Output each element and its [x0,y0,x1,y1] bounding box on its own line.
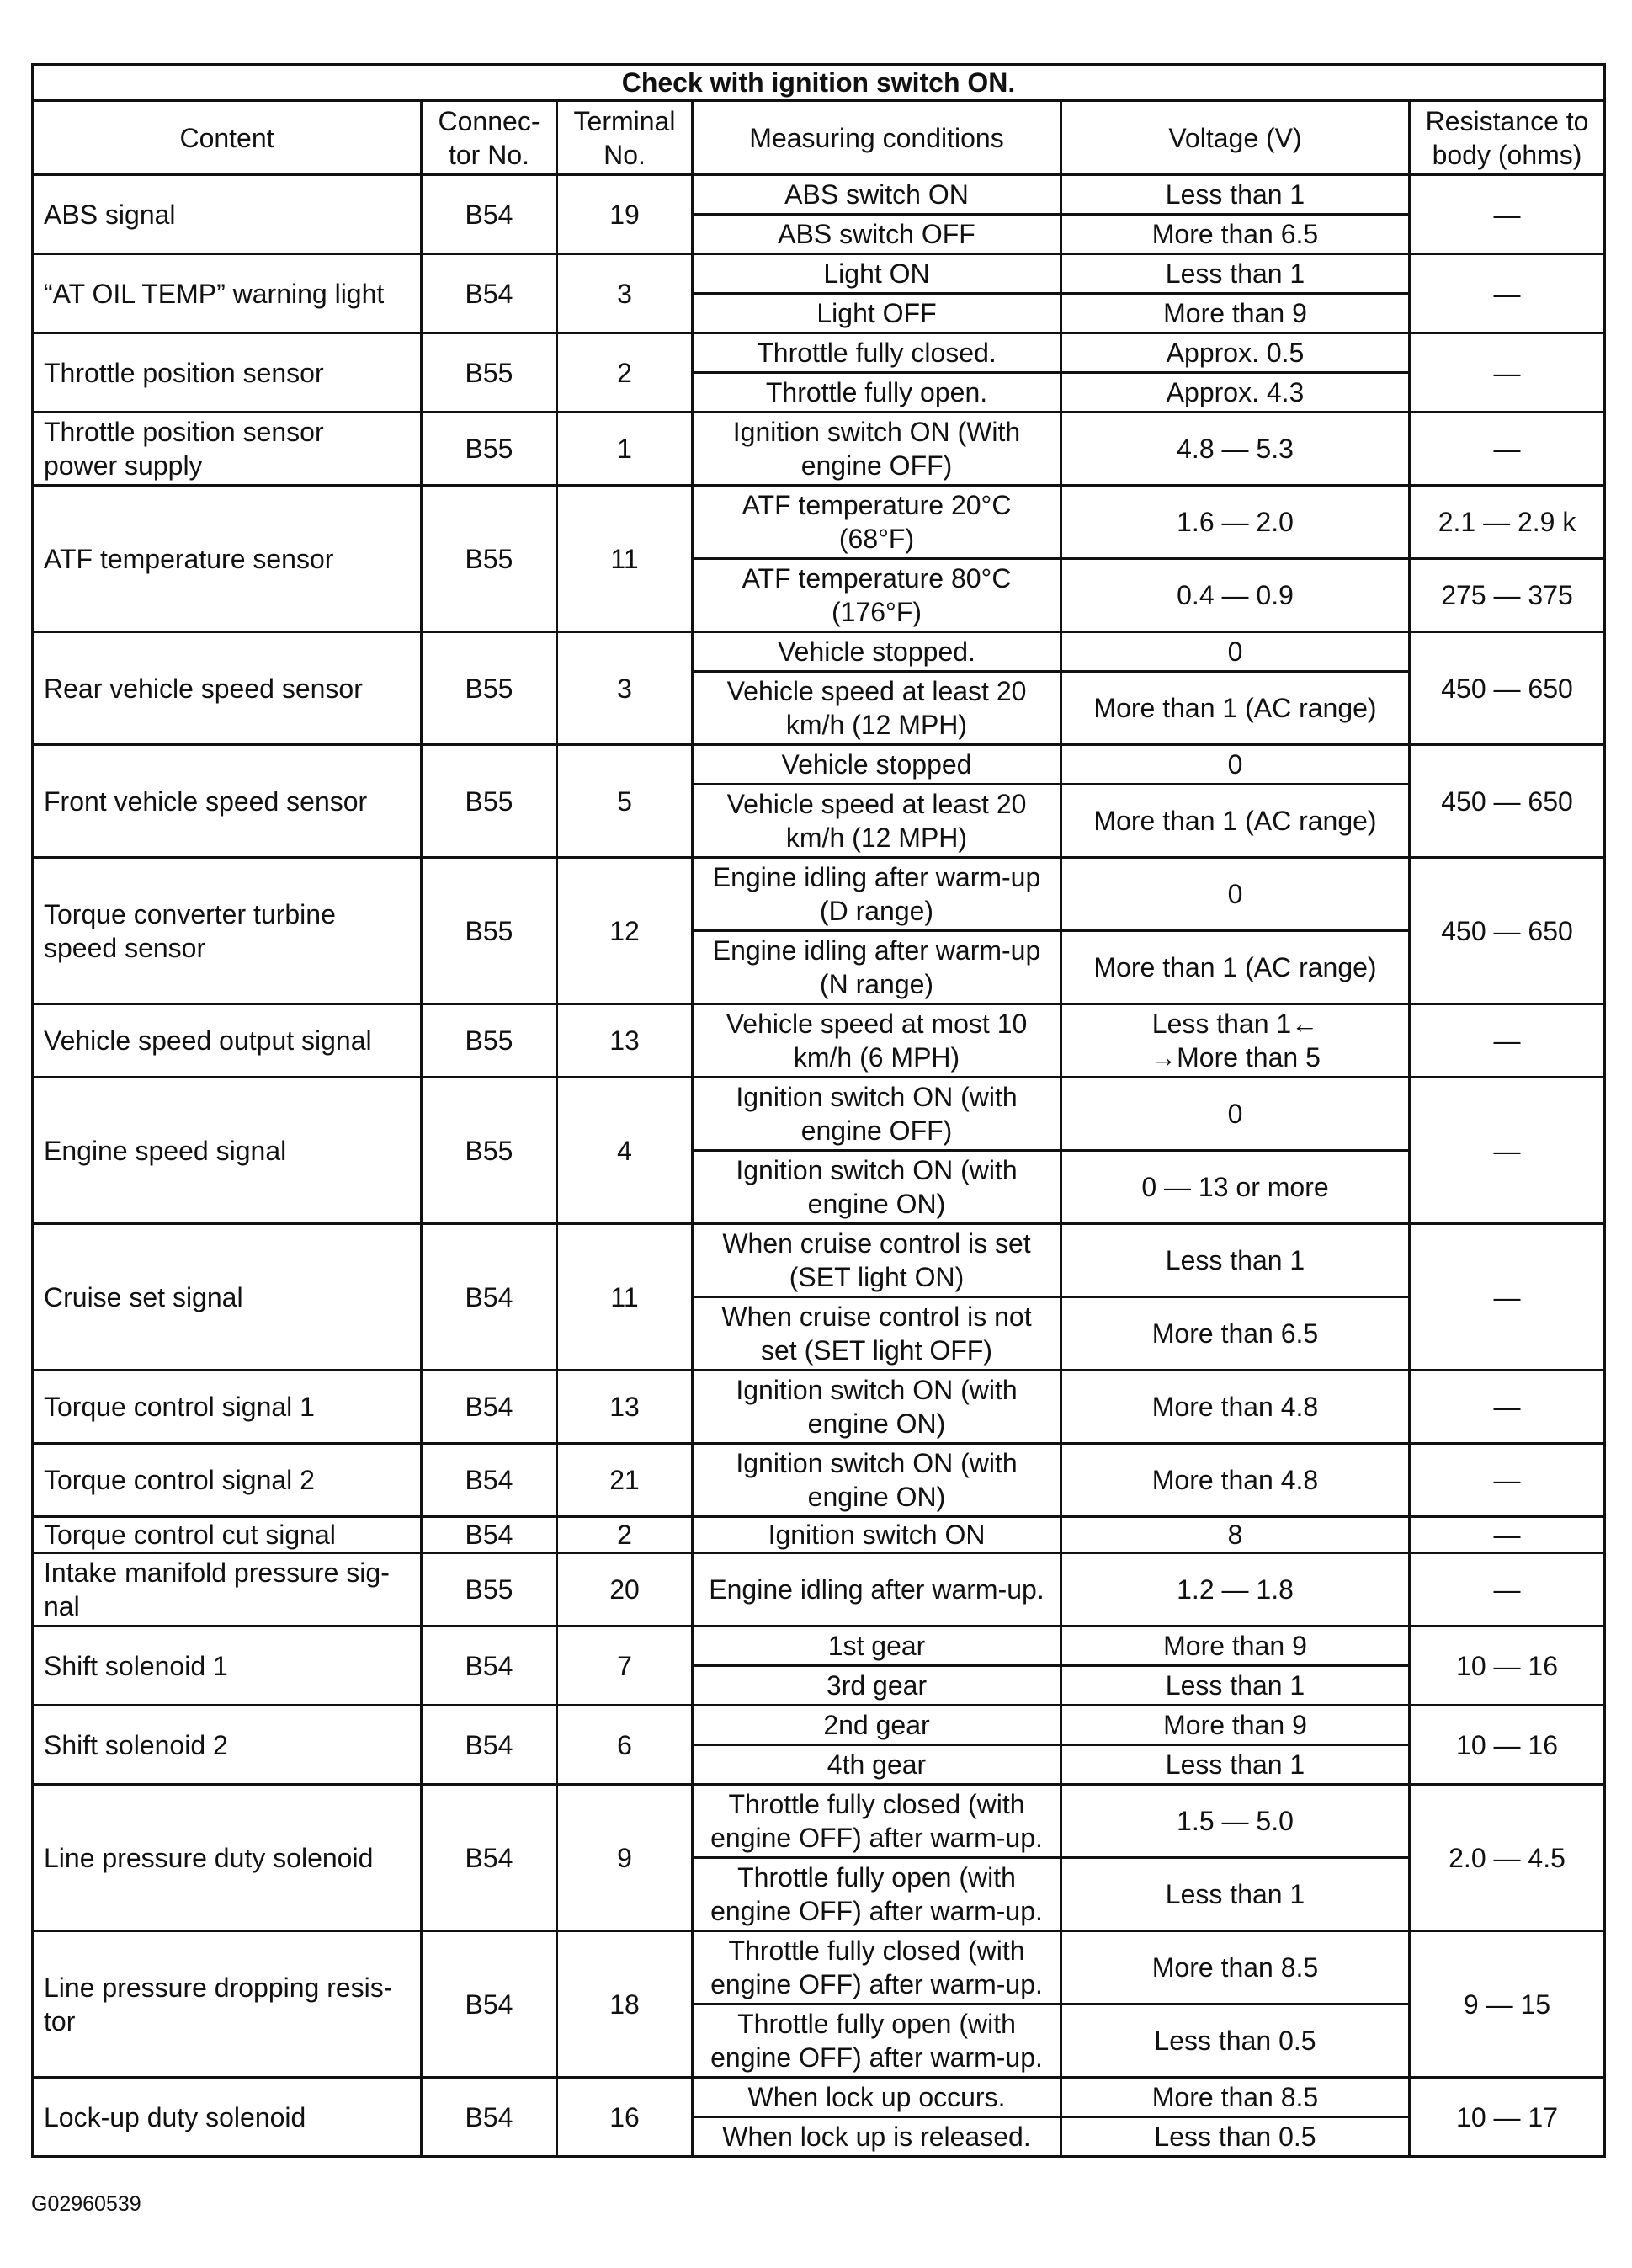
header-resistance: Resistance to body (ohms) [1410,101,1605,175]
check-table-container [31,63,1603,2158]
table-row [33,632,1605,672]
condition-cell: Engine idling after warm-up. [693,1553,1061,1626]
content-cell: Cruise set signal [33,1224,422,1371]
resistance-cell: 450 — 650 [1410,632,1605,745]
voltage-cell: 1.2 — 1.8 [1061,1553,1410,1626]
condition-cell: Ignition switch ON (with engine OFF) [693,1078,1061,1151]
table-row [33,175,1605,215]
condition-cell: Ignition switch ON (With engine OFF) [693,413,1061,486]
content-cell: Shift solenoid 1 [33,1626,422,1706]
table-row [33,1004,1605,1078]
condition-cell: Throttle fully open (with engine OFF) after warm-up. [693,2004,1061,2078]
table-row [33,1371,1605,1444]
condition-cell: Light OFF [693,294,1061,333]
voltage-cell: Less than 1 [1061,254,1410,294]
connector-cell: B54 [422,1517,557,1553]
content-cell: ABS signal [33,175,422,254]
condition-cell: Vehicle speed at least 20 km/h (12 MPH) [693,785,1061,858]
condition-cell: Throttle fully closed (with engine OFF) after warm-up. [693,1931,1061,2004]
content-cell: “AT OIL TEMP” warning light [33,254,422,333]
content-cell: Torque control signal 1 [33,1371,422,1444]
condition-cell: Ignition switch ON [693,1517,1061,1553]
terminal-cell: 13 [557,1004,693,1078]
connector-cell: B54 [422,1626,557,1706]
terminal-cell: 9 [557,1785,693,1931]
condition-cell: Throttle fully open (with engine OFF) after warm-up. [693,1858,1061,1931]
table-row [33,1553,1605,1626]
connector-cell: B54 [422,2078,557,2157]
terminal-cell: 21 [557,1444,693,1517]
resistance-cell: — [1410,254,1605,333]
voltage-cell: More than 8.5 [1061,1931,1410,2004]
check-table [31,63,1606,2158]
resistance-cell: — [1410,1078,1605,1224]
voltage-cell: More than 6.5 [1061,1297,1410,1371]
terminal-cell: 5 [557,745,693,858]
connector-cell: B54 [422,175,557,254]
voltage-cell: Less than 1 [1061,1858,1410,1931]
content-cell: Shift solenoid 2 [33,1706,422,1785]
content-cell: Engine speed signal [33,1078,422,1224]
voltage-cell: More than 9 [1061,1626,1410,1666]
resistance-cell: 2.1 — 2.9 k [1410,486,1605,559]
voltage-cell: Approx. 4.3 [1061,373,1410,413]
content-cell: Line pressure duty solenoid [33,1785,422,1931]
voltage-cell: More than 8.5 [1061,2078,1410,2117]
table-row [33,1078,1605,1151]
terminal-cell: 12 [557,858,693,1004]
voltage-cell: More than 9 [1061,1706,1410,1745]
header-voltage: Voltage (V) [1061,101,1410,175]
content-cell: Intake manifold pressure sig- nal [33,1553,422,1626]
content-cell: Torque converter turbine speed sensor [33,858,422,1004]
content-cell: Torque control signal 2 [33,1444,422,1517]
voltage-cell: 0 [1061,1078,1410,1151]
content-cell: Lock-up duty solenoid [33,2078,422,2157]
table-row [33,2078,1605,2117]
connector-cell: B54 [422,254,557,333]
connector-cell: B55 [422,333,557,413]
voltage-cell: More than 1 (AC range) [1061,672,1410,745]
voltage-cell: Less than 1← →More than 5 [1061,1004,1410,1078]
terminal-cell: 3 [557,254,693,333]
terminal-cell: 7 [557,1626,693,1706]
condition-cell: ABS switch ON [693,175,1061,215]
connector-cell: B55 [422,745,557,858]
connector-cell: B54 [422,1444,557,1517]
resistance-cell: 2.0 — 4.5 [1410,1785,1605,1931]
table-row [33,1706,1605,1745]
content-cell: ATF temperature sensor [33,486,422,632]
condition-cell: Vehicle speed at least 20 km/h (12 MPH) [693,672,1061,745]
connector-cell: B54 [422,1785,557,1931]
table-row [33,745,1605,785]
voltage-cell: 1.5 — 5.0 [1061,1785,1410,1858]
condition-cell: 3rd gear [693,1666,1061,1706]
resistance-cell: — [1410,1004,1605,1078]
condition-cell: When cruise control is set (SET light ON) [693,1224,1061,1297]
condition-cell: Engine idling after warm-up (N range) [693,931,1061,1004]
condition-cell: 2nd gear [693,1706,1061,1745]
condition-cell: Ignition switch ON (with engine ON) [693,1444,1061,1517]
condition-cell: Vehicle stopped. [693,632,1061,672]
condition-cell: Vehicle speed at most 10 km/h (6 MPH) [693,1004,1061,1078]
resistance-cell: 450 — 650 [1410,745,1605,858]
voltage-cell: More than 6.5 [1061,215,1410,254]
voltage-cell: Less than 0.5 [1061,2004,1410,2078]
terminal-cell: 13 [557,1371,693,1444]
content-cell: Front vehicle speed sensor [33,745,422,858]
resistance-cell: 10 — 16 [1410,1706,1605,1785]
resistance-cell: — [1410,333,1605,413]
table-row [33,333,1605,373]
table-row [33,486,1605,559]
content-cell: Throttle position sensor [33,333,422,413]
voltage-cell: 0 [1061,858,1410,931]
connector-cell: B55 [422,858,557,1004]
voltage-cell: 0 [1061,745,1410,785]
condition-cell: ABS switch OFF [693,215,1061,254]
figure-code: G02960539 [31,2192,141,2216]
terminal-cell: 6 [557,1706,693,1785]
condition-cell: Light ON [693,254,1061,294]
terminal-cell: 2 [557,1517,693,1553]
voltage-cell: Less than 1 [1061,1745,1410,1785]
resistance-cell: — [1410,413,1605,486]
table-row [33,1626,1605,1666]
voltage-cell: 0 — 13 or more [1061,1151,1410,1224]
terminal-cell: 1 [557,413,693,486]
terminal-cell: 19 [557,175,693,254]
connector-cell: B55 [422,486,557,632]
table-row [33,413,1605,486]
condition-cell: 1st gear [693,1626,1061,1666]
terminal-cell: 18 [557,1931,693,2078]
condition-cell: When cruise control is not set (SET light OFF) [693,1297,1061,1371]
voltage-cell: More than 9 [1061,294,1410,333]
connector-cell: B55 [422,1078,557,1224]
condition-cell: Engine idling after warm-up (D range) [693,858,1061,931]
resistance-cell: 10 — 16 [1410,1626,1605,1706]
voltage-cell: 1.6 — 2.0 [1061,486,1410,559]
table-row [33,1931,1605,2004]
condition-cell: Ignition switch ON (with engine ON) [693,1151,1061,1224]
content-cell: Line pressure dropping resis- tor [33,1931,422,2078]
table-row [33,1224,1605,1297]
connector-cell: B55 [422,1553,557,1626]
terminal-cell: 4 [557,1078,693,1224]
voltage-cell: 4.8 — 5.3 [1061,413,1410,486]
table-body [33,175,1605,2157]
table-row [33,1785,1605,1858]
condition-cell: Throttle fully closed. [693,333,1061,373]
condition-cell: Ignition switch ON (with engine ON) [693,1371,1061,1444]
voltage-cell: More than 4.8 [1061,1371,1410,1444]
voltage-cell: More than 1 (AC range) [1061,785,1410,858]
terminal-cell: 11 [557,1224,693,1371]
resistance-cell: 450 — 650 [1410,858,1605,1004]
connector-cell: B55 [422,1004,557,1078]
header-content: Content [33,101,422,175]
voltage-cell: Less than 1 [1061,1666,1410,1706]
header-terminal: Terminal No. [557,101,693,175]
voltage-cell: Less than 0.5 [1061,2117,1410,2157]
terminal-cell: 20 [557,1553,693,1626]
voltage-cell: 0 [1061,632,1410,672]
terminal-cell: 16 [557,2078,693,2157]
connector-cell: B54 [422,1371,557,1444]
terminal-cell: 11 [557,486,693,632]
header-conditions: Measuring conditions [693,101,1061,175]
condition-cell: When lock up occurs. [693,2078,1061,2117]
content-cell: Vehicle speed output signal [33,1004,422,1078]
condition-cell: Throttle fully closed (with engine OFF) after warm-up. [693,1785,1061,1858]
content-cell: Torque control cut signal [33,1517,422,1553]
connector-cell: B54 [422,1706,557,1785]
connector-cell: B55 [422,632,557,745]
voltage-cell: More than 4.8 [1061,1444,1410,1517]
connector-cell: B55 [422,413,557,486]
content-cell: Throttle position sensor power supply [33,413,422,486]
resistance-cell: 10 — 17 [1410,2078,1605,2157]
voltage-cell: Less than 1 [1061,175,1410,215]
table-row [33,858,1605,931]
terminal-cell: 2 [557,333,693,413]
voltage-cell: Less than 1 [1061,1224,1410,1297]
resistance-cell: 9 — 15 [1410,1931,1605,2078]
voltage-cell: Approx. 0.5 [1061,333,1410,373]
connector-cell: B54 [422,1931,557,2078]
table-row [33,1444,1605,1517]
table-title: Check with ignition switch ON. [33,65,1605,101]
resistance-cell: — [1410,1517,1605,1553]
header-connector: Connec- tor No. [422,101,557,175]
resistance-cell: — [1410,1444,1605,1517]
condition-cell: ATF temperature 20°C (68°F) [693,486,1061,559]
voltage-cell: 8 [1061,1517,1410,1553]
header-row [33,101,1605,175]
condition-cell: 4th gear [693,1745,1061,1785]
table-row [33,254,1605,294]
voltage-cell: 0.4 — 0.9 [1061,559,1410,632]
condition-cell: When lock up is released. [693,2117,1061,2157]
resistance-cell: 275 — 375 [1410,559,1605,632]
resistance-cell: — [1410,1224,1605,1371]
resistance-cell: — [1410,175,1605,254]
content-cell: Rear vehicle speed sensor [33,632,422,745]
resistance-cell: — [1410,1553,1605,1626]
voltage-cell: More than 1 (AC range) [1061,931,1410,1004]
condition-cell: Vehicle stopped [693,745,1061,785]
condition-cell: ATF temperature 80°C (176°F) [693,559,1061,632]
resistance-cell: — [1410,1371,1605,1444]
connector-cell: B54 [422,1224,557,1371]
table-row [33,1517,1605,1553]
terminal-cell: 3 [557,632,693,745]
condition-cell: Throttle fully open. [693,373,1061,413]
